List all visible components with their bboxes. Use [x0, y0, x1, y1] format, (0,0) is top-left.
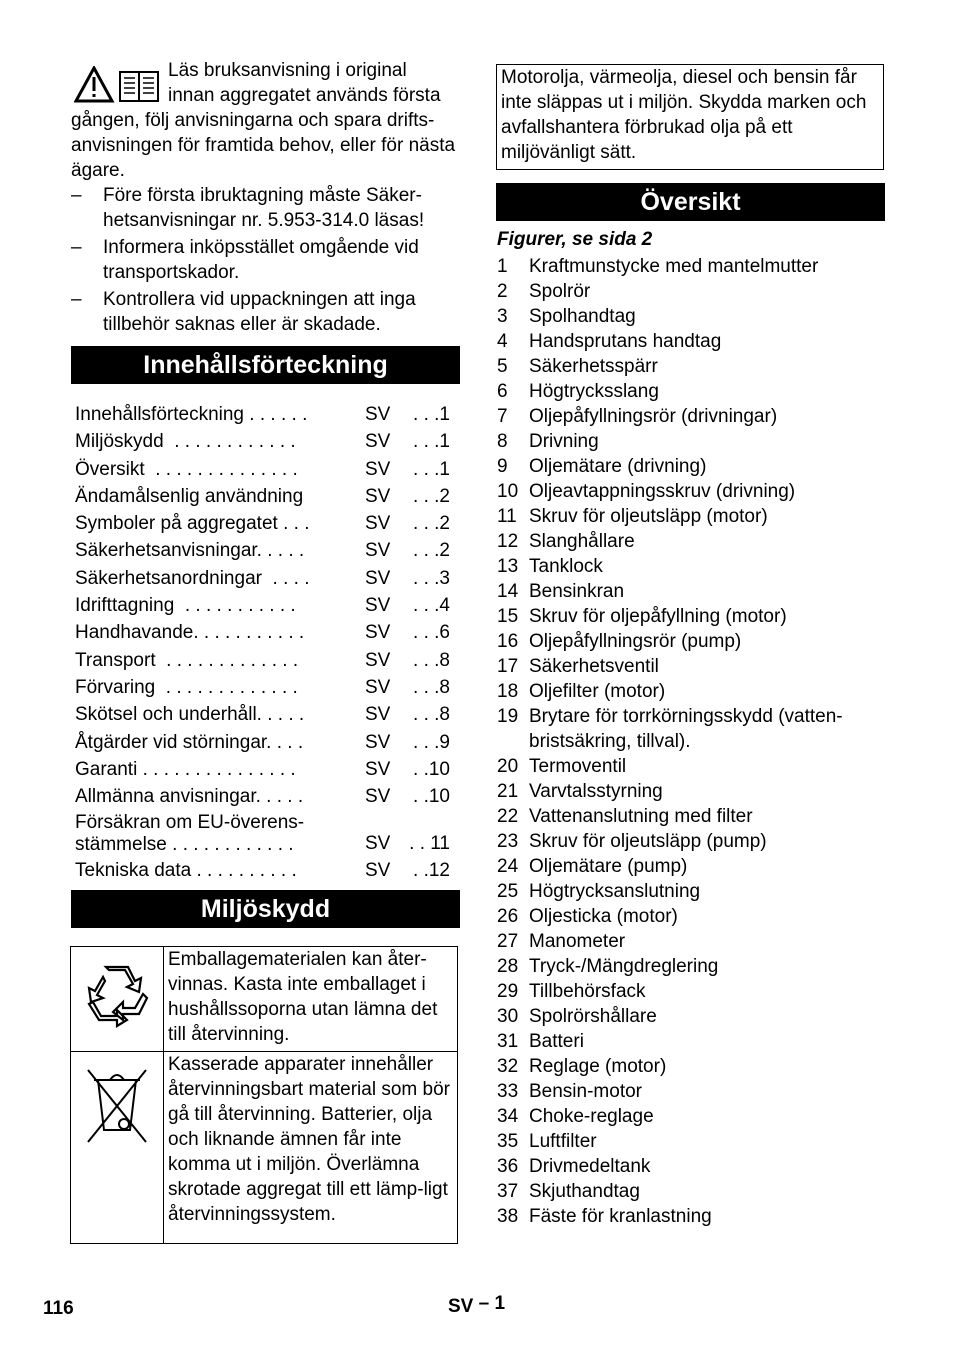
part-label: Säkerhetsventil	[529, 656, 659, 677]
part-number: 3	[497, 306, 508, 327]
part-number: 35	[497, 1131, 519, 1152]
toc-lang: SV	[365, 622, 391, 644]
part-label: Oljemätare (pump)	[529, 856, 688, 877]
part-label: Tanklock	[529, 556, 603, 577]
toc-page: . . 11	[409, 833, 450, 855]
list-item	[497, 979, 885, 1004]
toc-row	[75, 783, 460, 810]
part-number: 6	[497, 381, 508, 402]
intro-bullets	[71, 183, 460, 339]
list-item	[497, 879, 885, 904]
list-item	[497, 329, 885, 354]
part-number: 38	[497, 1206, 519, 1227]
toc-title: Allmänna anvisningar. . . . .	[75, 786, 304, 808]
part-number: 15	[497, 606, 519, 627]
part-number: 4	[497, 331, 508, 352]
list-item	[497, 629, 885, 654]
part-label: Säkerhetsspärr	[529, 356, 658, 377]
recycle-icon-cell	[71, 947, 164, 1052]
part-number: 30	[497, 1006, 519, 1027]
toc-title: Symboler på aggregatet . . .	[75, 513, 310, 535]
list-item	[497, 754, 885, 779]
env-text: Kasserade apparater innehåller återvinningsbart material som bör gå till återvinning. Batterier, olja och liknande ämnen får inte komma ut i miljön. Överlämna skrotade aggregat till ett lämp-ligt återvinningssystem.	[164, 1052, 458, 1244]
toc-title: Översikt . . . . . . . . . . . . . .	[75, 458, 298, 480]
toc-row	[75, 619, 460, 646]
part-number: 10	[497, 481, 519, 502]
toc-lang: SV	[365, 540, 391, 562]
part-label: Oljepåfyllningsrör (drivningar)	[529, 406, 778, 427]
toc-page: . . .2	[413, 485, 450, 507]
part-number: 31	[497, 1031, 519, 1052]
part-number: 27	[497, 931, 519, 952]
toc-title: Skötsel och underhåll. . . . .	[75, 704, 305, 726]
toc-lang: SV	[365, 786, 391, 808]
part-label: Spolrör	[529, 281, 591, 302]
part-number: 14	[497, 581, 519, 602]
part-label: Termoventil	[529, 756, 627, 777]
part-label: Drivmedeltank	[529, 1156, 651, 1177]
toc-row	[75, 701, 460, 728]
list-item	[497, 529, 885, 554]
toc-page: . . .8	[413, 704, 450, 726]
part-number: 2	[497, 281, 508, 302]
toc-page: . . .6	[413, 622, 450, 644]
toc-page: . .10	[413, 786, 450, 808]
list-item	[497, 954, 885, 979]
toc-page: . . .2	[413, 540, 450, 562]
part-label: Spolrörshållare	[529, 1006, 657, 1027]
list-item	[497, 354, 885, 379]
toc-title: Försäkran om EU-överens-stämmelse . . . . . . . . . . . .	[75, 812, 305, 856]
toc-page: . . .1	[413, 458, 450, 480]
toc-title: Ändamålsenlig användning	[75, 485, 304, 507]
part-label: Choke-reglage	[529, 1106, 654, 1127]
toc-page: . .10	[413, 758, 450, 780]
list-item	[497, 1104, 885, 1129]
toc-title: Tekniska data . . . . . . . . . .	[75, 860, 297, 882]
toc-lang: SV	[365, 704, 391, 726]
part-label: Spolhandtag	[529, 306, 636, 327]
part-number: 33	[497, 1081, 519, 1102]
list-item	[497, 1129, 885, 1154]
list-item	[497, 1054, 885, 1079]
toc-lang: SV	[365, 676, 391, 698]
env-table	[70, 946, 458, 1244]
list-item	[497, 1204, 885, 1229]
toc-title: Idrifttagning . . . . . . . . . . .	[75, 595, 296, 617]
oil-note-box: Motorolja, värmeolja, diesel och bensin får inte släppas ut i miljön. Skydda marken och avfallshantera förbrukad olja på ett miljövänligt sätt.	[496, 64, 884, 170]
section-code: SV	[448, 1296, 474, 1317]
figure-caption: Figurer, se sida 2	[497, 229, 653, 250]
part-label: Bensin-motor	[529, 1081, 642, 1102]
part-number: 12	[497, 531, 519, 552]
part-number: 29	[497, 981, 519, 1002]
section-footer	[448, 1293, 506, 1318]
list-item	[497, 904, 885, 929]
part-number: 24	[497, 856, 519, 877]
toc-page: . . .8	[413, 649, 450, 671]
list-item	[497, 254, 885, 279]
list-item	[497, 1179, 885, 1204]
section-page: – 1	[478, 1293, 506, 1314]
toc-row	[75, 674, 460, 701]
intro-line-2: innan aggregatet används första	[168, 85, 441, 106]
crossed-bin-icon	[84, 1066, 150, 1146]
toc-row	[75, 756, 460, 783]
list-item	[497, 504, 885, 529]
part-label: Oljeavtappningsskruv (drivning)	[529, 481, 796, 502]
part-number: 28	[497, 956, 519, 977]
table-row	[71, 947, 458, 1052]
list-item	[497, 704, 885, 754]
part-number: 25	[497, 881, 519, 902]
toc-title: Handhavande. . . . . . . . . . .	[75, 622, 305, 644]
list-item	[497, 604, 885, 629]
toc-lang: SV	[365, 731, 391, 753]
toc-row	[75, 592, 460, 619]
part-number: 8	[497, 431, 508, 452]
part-label: Fäste för kranlastning	[529, 1206, 712, 1227]
toc-title: Åtgärder vid störningar. . . .	[75, 731, 304, 753]
part-label: Bensinkran	[529, 581, 625, 602]
toc-title: Säkerhetsanordningar . . . .	[75, 567, 310, 589]
list-item	[497, 1029, 885, 1054]
toc-page: . . .1	[413, 404, 450, 425]
part-label: Skjuthandtag	[529, 1181, 640, 1202]
list-item	[497, 454, 885, 479]
toc-page: . . .9	[413, 731, 450, 753]
toc-page: . . .4	[413, 595, 450, 617]
list-item	[497, 429, 885, 454]
toc-title: Garanti . . . . . . . . . . . . . . .	[75, 758, 296, 780]
toc-row	[75, 647, 460, 674]
toc-title: Säkerhetsanvisningar. . . . .	[75, 540, 305, 562]
toc-lang: SV	[365, 431, 391, 453]
toc-row	[75, 456, 460, 483]
part-label: Oljepåfyllningsrör (pump)	[529, 631, 742, 652]
part-number: 32	[497, 1056, 519, 1077]
toc-page: . . .2	[413, 513, 450, 535]
list-item	[497, 554, 885, 579]
intro-block	[71, 58, 460, 183]
part-number: 16	[497, 631, 519, 652]
manual-book-icon	[120, 72, 158, 101]
toc-page: . . .1	[413, 431, 450, 453]
toc-page: . . .8	[413, 676, 450, 698]
list-item	[497, 929, 885, 954]
part-number: 21	[497, 781, 519, 802]
part-label: Batteri	[529, 1031, 584, 1052]
part-label: Oljefilter (motor)	[529, 681, 666, 702]
part-label: Luftfilter	[529, 1131, 597, 1152]
toc-lang: SV	[365, 513, 391, 535]
part-label: Skruv för oljepåfyllning (motor)	[529, 606, 787, 627]
recycle-icon	[81, 960, 153, 1032]
warning-manual-icons	[74, 66, 164, 110]
part-label: Brytare för torrkörningsskydd (vatten-bristsäkring, tillval).	[529, 706, 843, 752]
list-item	[497, 279, 885, 304]
toc-row	[75, 510, 460, 537]
list-item	[497, 379, 885, 404]
list-item	[497, 304, 885, 329]
list-item	[497, 829, 885, 854]
list-item	[497, 404, 885, 429]
part-number: 26	[497, 906, 519, 927]
crossed-bin-icon-cell	[71, 1052, 164, 1244]
part-label: Oljesticka (motor)	[529, 906, 678, 927]
toc-lang: SV	[365, 833, 391, 855]
toc-row	[75, 810, 460, 857]
list-item	[497, 579, 885, 604]
toc-row	[75, 537, 460, 564]
part-label: Skruv för oljeutsläpp (pump)	[529, 831, 767, 852]
part-label: Skruv för oljeutsläpp (motor)	[529, 506, 768, 527]
part-number: 18	[497, 681, 519, 702]
part-number: 5	[497, 356, 508, 377]
list-item	[497, 654, 885, 679]
toc-page: . . .3	[413, 567, 450, 589]
list-item	[497, 779, 885, 804]
list-item	[497, 679, 885, 704]
table-of-contents	[75, 401, 460, 885]
part-label: Slanghållare	[529, 531, 635, 552]
toc-title: Förvaring . . . . . . . . . . . . .	[75, 676, 298, 698]
toc-title: Transport . . . . . . . . . . . . .	[75, 649, 299, 671]
intro-rest: gången, följ anvisningarna och spara drifts-anvisningen för framtida behov, eller för nästa ägare.	[71, 110, 456, 181]
toc-heading: Innehållsförteckning	[71, 346, 460, 384]
part-number: 13	[497, 556, 519, 577]
part-label: Varvtalsstyrning	[529, 781, 663, 802]
part-label: Vattenanslutning med filter	[529, 806, 753, 827]
part-label: Oljemätare (drivning)	[529, 456, 707, 477]
toc-lang: SV	[365, 404, 391, 425]
part-number: 19	[497, 706, 519, 727]
env-text: Emballagematerialen kan åter-vinnas. Kasta inte emballaget i hushållssoporna utan lämna det till återvinning.	[164, 947, 458, 1052]
part-number: 20	[497, 756, 519, 777]
list-item	[497, 1154, 885, 1179]
toc-row	[75, 565, 460, 592]
part-label: Reglage (motor)	[529, 1056, 667, 1077]
warning-icon	[74, 66, 164, 104]
page-number: 116	[43, 1298, 74, 1319]
toc-title: Miljöskydd . . . . . . . . . . . .	[75, 431, 296, 453]
toc-row	[75, 428, 460, 455]
bullet-item: – Informera inköpsstället omgående vid transportskador.	[71, 235, 460, 285]
part-number: 37	[497, 1181, 519, 1202]
part-label: Handsprutans handtag	[529, 331, 722, 352]
part-label: Högtrycksslang	[529, 381, 659, 402]
toc-row	[75, 729, 460, 756]
list-item	[497, 804, 885, 829]
toc-lang: SV	[365, 485, 391, 507]
part-number: 22	[497, 806, 519, 827]
part-number: 17	[497, 656, 519, 677]
part-number: 9	[497, 456, 508, 477]
list-item	[497, 1079, 885, 1104]
toc-row	[75, 483, 460, 510]
toc-lang: SV	[365, 758, 391, 780]
list-item	[497, 479, 885, 504]
bullet-item: – Kontrollera vid uppackningen att inga tillbehör saknas eller är skadade.	[71, 287, 460, 337]
table-row	[71, 1052, 458, 1244]
toc-lang: SV	[365, 860, 391, 882]
toc-page: . .12	[413, 860, 450, 882]
toc-row	[75, 857, 460, 884]
env-heading: Miljöskydd	[71, 890, 460, 928]
part-label: Högtrycksanslutning	[529, 881, 701, 902]
intro-line-1: Läs bruksanvisning i original	[168, 60, 407, 81]
overview-heading: Översikt	[496, 183, 885, 221]
bullet-item: – Före första ibruktagning måste Säker-hetsanvisningar nr. 5.953-314.0 läsas!	[71, 183, 460, 233]
part-number: 1	[497, 256, 508, 277]
toc-row	[75, 401, 460, 428]
part-label: Drivning	[529, 431, 599, 452]
list-item	[497, 1004, 885, 1029]
part-number: 36	[497, 1156, 519, 1177]
part-number: 7	[497, 406, 508, 427]
toc-lang: SV	[365, 649, 391, 671]
parts-list	[497, 254, 885, 1229]
toc-lang: SV	[365, 458, 391, 480]
part-label: Tryck-/Mängdreglering	[529, 956, 719, 977]
part-number: 34	[497, 1106, 519, 1127]
part-number: 23	[497, 831, 519, 852]
toc-lang: SV	[365, 567, 391, 589]
list-item	[497, 854, 885, 879]
part-label: Kraftmunstycke med mantelmutter	[529, 256, 819, 277]
part-number: 11	[497, 506, 517, 527]
toc-title: Innehållsförteckning . . . . . .	[75, 404, 308, 425]
part-label: Manometer	[529, 931, 626, 952]
part-label: Tillbehörsfack	[529, 981, 646, 1002]
toc-lang: SV	[365, 595, 391, 617]
